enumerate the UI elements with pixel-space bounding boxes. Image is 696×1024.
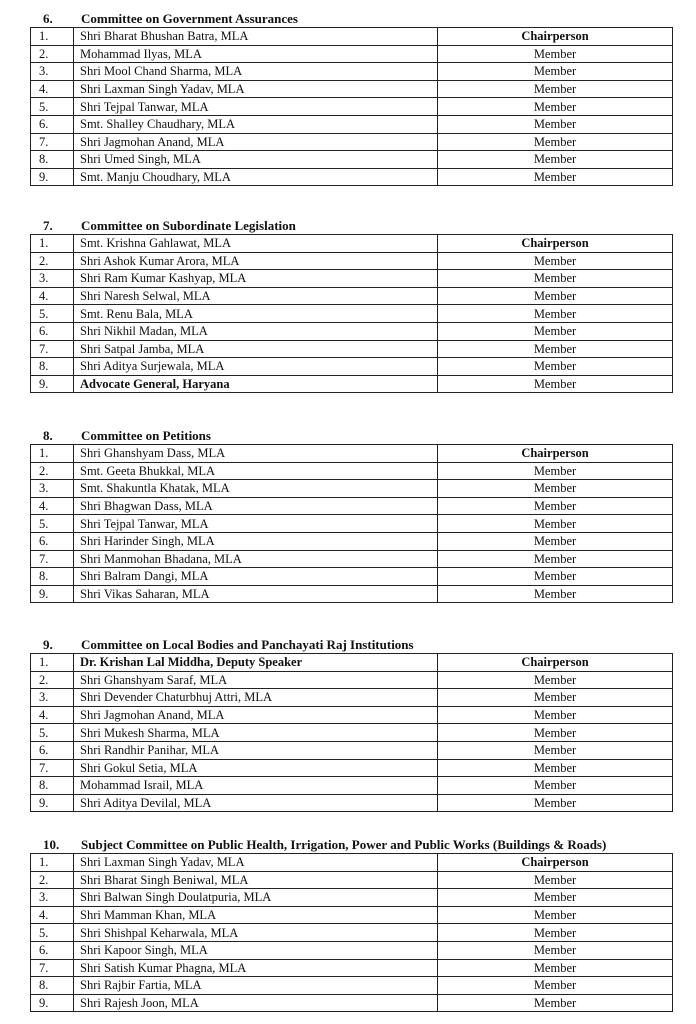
serial-number: 1. [31, 28, 74, 46]
committee-heading [30, 636, 671, 653]
serial-number: 2. [31, 671, 74, 689]
table-row [31, 654, 673, 672]
member-name: Shri Balram Dangi, MLA [74, 568, 438, 586]
member-name: Shri Randhir Panihar, MLA [74, 741, 438, 759]
serial-number: 7. [31, 550, 74, 568]
member-name: Shri Shishpal Keharwala, MLA [74, 924, 438, 942]
member-role: Member [438, 252, 673, 270]
members-table [30, 444, 673, 603]
table-row [31, 585, 673, 603]
member-name: Shri Satish Kumar Phagna, MLA [74, 959, 438, 977]
member-name: Smt. Krishna Gahlawat, MLA [74, 235, 438, 253]
member-role: Member [438, 480, 673, 498]
serial-number: 6. [31, 532, 74, 550]
table-row [31, 854, 673, 872]
table-row [31, 45, 673, 63]
member-role: Member [438, 515, 673, 533]
member-name: Shri Vikas Saharan, MLA [74, 585, 438, 603]
member-role: Member [438, 889, 673, 907]
serial-number: 9. [31, 794, 74, 812]
member-name: Shri Kapoor Singh, MLA [74, 941, 438, 959]
member-role: Member [438, 45, 673, 63]
table-row [31, 168, 673, 186]
table-row [31, 924, 673, 942]
serial-number: 4. [31, 906, 74, 924]
serial-number: 3. [31, 889, 74, 907]
member-role: Member [438, 871, 673, 889]
serial-number: 3. [31, 63, 74, 81]
member-role: Member [438, 305, 673, 323]
serial-number: 4. [31, 287, 74, 305]
members-table [30, 234, 673, 393]
committee-section [30, 10, 671, 186]
table-row [31, 759, 673, 777]
serial-number: 3. [31, 689, 74, 707]
table-row [31, 80, 673, 98]
member-name: Shri Ghanshyam Dass, MLA [74, 445, 438, 463]
table-row [31, 550, 673, 568]
table-row [31, 777, 673, 795]
member-name: Shri Bharat Bhushan Batra, MLA [74, 28, 438, 46]
member-role: Member [438, 671, 673, 689]
table-row [31, 480, 673, 498]
committee-heading [30, 217, 671, 234]
table-row [31, 133, 673, 151]
serial-number: 2. [31, 871, 74, 889]
table-row [31, 741, 673, 759]
table-row [31, 724, 673, 742]
member-name: Shri Mukesh Sharma, MLA [74, 724, 438, 742]
table-row [31, 115, 673, 133]
member-name: Shri Ashok Kumar Arora, MLA [74, 252, 438, 270]
member-name: Shri Jagmohan Anand, MLA [74, 133, 438, 151]
table-row [31, 532, 673, 550]
member-name: Advocate General, Haryana [74, 375, 438, 393]
member-role: Member [438, 941, 673, 959]
serial-number: 8. [31, 151, 74, 169]
member-role: Chairperson [438, 654, 673, 672]
member-role: Chairperson [438, 235, 673, 253]
table-row [31, 462, 673, 480]
member-role: Member [438, 977, 673, 995]
members-table [30, 653, 673, 812]
serial-number: 1. [31, 854, 74, 872]
table-row [31, 375, 673, 393]
member-role: Chairperson [438, 854, 673, 872]
member-role: Member [438, 375, 673, 393]
serial-number: 9. [31, 375, 74, 393]
committee-section [30, 427, 671, 603]
member-name: Smt. Shalley Chaudhary, MLA [74, 115, 438, 133]
serial-number: 2. [31, 462, 74, 480]
member-role: Member [438, 585, 673, 603]
committee-number: 10. [43, 837, 60, 852]
member-role: Chairperson [438, 28, 673, 46]
serial-number: 7. [31, 759, 74, 777]
serial-number: 6. [31, 115, 74, 133]
serial-number: 5. [31, 305, 74, 323]
member-name: Shri Manmohan Bhadana, MLA [74, 550, 438, 568]
committee-number: 6. [43, 11, 53, 26]
member-role: Member [438, 322, 673, 340]
serial-number: 8. [31, 977, 74, 995]
committee-title: Committee on Government Assurances [81, 11, 298, 26]
member-name: Shri Tejpal Tanwar, MLA [74, 515, 438, 533]
member-name: Shri Mamman Khan, MLA [74, 906, 438, 924]
member-name: Shri Aditya Surjewala, MLA [74, 358, 438, 376]
member-name: Shri Bharat Singh Beniwal, MLA [74, 871, 438, 889]
table-row [31, 671, 673, 689]
member-role: Member [438, 270, 673, 288]
member-name: Smt. Shakuntla Khatak, MLA [74, 480, 438, 498]
serial-number: 9. [31, 994, 74, 1012]
committee-section [30, 836, 671, 1012]
table-row [31, 235, 673, 253]
table-row [31, 497, 673, 515]
serial-number: 5. [31, 724, 74, 742]
serial-number: 8. [31, 777, 74, 795]
table-row [31, 871, 673, 889]
member-role: Member [438, 689, 673, 707]
member-role: Member [438, 924, 673, 942]
member-role: Member [438, 959, 673, 977]
table-row [31, 889, 673, 907]
table-row [31, 977, 673, 995]
serial-number: 9. [31, 168, 74, 186]
member-name: Shri Nikhil Madan, MLA [74, 322, 438, 340]
serial-number: 1. [31, 235, 74, 253]
serial-number: 2. [31, 252, 74, 270]
member-name: Shri Satpal Jamba, MLA [74, 340, 438, 358]
serial-number: 5. [31, 515, 74, 533]
member-role: Member [438, 168, 673, 186]
member-name: Dr. Krishan Lal Middha, Deputy Speaker [74, 654, 438, 672]
member-role: Member [438, 287, 673, 305]
committee-number: 9. [43, 637, 53, 652]
serial-number: 6. [31, 322, 74, 340]
member-name: Shri Devender Chaturbhuj Attri, MLA [74, 689, 438, 707]
member-role: Member [438, 706, 673, 724]
member-name: Shri Rajesh Joon, MLA [74, 994, 438, 1012]
serial-number: 7. [31, 133, 74, 151]
member-name: Shri Gokul Setia, MLA [74, 759, 438, 777]
committee-title: Committee on Local Bodies and Panchayati Raj Institutions [81, 637, 414, 652]
serial-number: 5. [31, 98, 74, 116]
member-name: Shri Mool Chand Sharma, MLA [74, 63, 438, 81]
table-row [31, 358, 673, 376]
member-role: Member [438, 497, 673, 515]
members-table [30, 853, 673, 1012]
committee-number: 7. [43, 218, 53, 233]
member-name: Shri Harinder Singh, MLA [74, 532, 438, 550]
serial-number: 8. [31, 568, 74, 586]
member-role: Member [438, 994, 673, 1012]
member-role: Member [438, 794, 673, 812]
committee-section [30, 217, 671, 393]
member-name: Shri Jagmohan Anand, MLA [74, 706, 438, 724]
committee-title: Committee on Petitions [81, 428, 211, 443]
member-role: Member [438, 462, 673, 480]
table-row [31, 994, 673, 1012]
table-row [31, 568, 673, 586]
member-name: Mohammad Israil, MLA [74, 777, 438, 795]
table-row [31, 706, 673, 724]
member-name: Shri Naresh Selwal, MLA [74, 287, 438, 305]
table-row [31, 689, 673, 707]
member-role: Member [438, 568, 673, 586]
member-role: Member [438, 115, 673, 133]
table-row [31, 63, 673, 81]
member-name: Shri Bhagwan Dass, MLA [74, 497, 438, 515]
serial-number: 9. [31, 585, 74, 603]
table-row [31, 287, 673, 305]
member-role: Member [438, 133, 673, 151]
serial-number: 7. [31, 959, 74, 977]
serial-number: 6. [31, 741, 74, 759]
serial-number: 4. [31, 497, 74, 515]
member-name: Smt. Renu Bala, MLA [74, 305, 438, 323]
member-name: Shri Ghanshyam Saraf, MLA [74, 671, 438, 689]
member-role: Member [438, 63, 673, 81]
member-role: Member [438, 741, 673, 759]
member-role: Member [438, 151, 673, 169]
table-row [31, 445, 673, 463]
member-role: Member [438, 80, 673, 98]
member-name: Shri Balwan Singh Doulatpuria, MLA [74, 889, 438, 907]
table-row [31, 305, 673, 323]
member-role: Chairperson [438, 445, 673, 463]
table-row [31, 906, 673, 924]
committee-title: Committee on Subordinate Legislation [81, 218, 296, 233]
committee-section [30, 636, 671, 812]
member-role: Member [438, 906, 673, 924]
serial-number: 1. [31, 445, 74, 463]
serial-number: 3. [31, 480, 74, 498]
committee-heading [30, 10, 671, 27]
member-name: Shri Laxman Singh Yadav, MLA [74, 854, 438, 872]
member-name: Shri Laxman Singh Yadav, MLA [74, 80, 438, 98]
member-name: Shri Ram Kumar Kashyap, MLA [74, 270, 438, 288]
member-role: Member [438, 532, 673, 550]
committee-heading [30, 836, 671, 853]
table-row [31, 270, 673, 288]
table-row [31, 794, 673, 812]
committee-heading [30, 427, 671, 444]
serial-number: 3. [31, 270, 74, 288]
member-role: Member [438, 777, 673, 795]
member-role: Member [438, 759, 673, 777]
serial-number: 2. [31, 45, 74, 63]
serial-number: 4. [31, 80, 74, 98]
members-table [30, 27, 673, 186]
serial-number: 8. [31, 358, 74, 376]
table-row [31, 151, 673, 169]
table-row [31, 322, 673, 340]
table-row [31, 515, 673, 533]
table-row [31, 340, 673, 358]
member-name: Shri Umed Singh, MLA [74, 151, 438, 169]
member-role: Member [438, 98, 673, 116]
member-role: Member [438, 724, 673, 742]
serial-number: 4. [31, 706, 74, 724]
member-name: Smt. Geeta Bhukkal, MLA [74, 462, 438, 480]
member-role: Member [438, 550, 673, 568]
table-row [31, 941, 673, 959]
member-name: Shri Rajbir Fartia, MLA [74, 977, 438, 995]
committee-title: Subject Committee on Public Health, Irrigation, Power and Public Works (Buildings & Roads) [81, 837, 607, 852]
table-row [31, 252, 673, 270]
member-name: Mohammad Ilyas, MLA [74, 45, 438, 63]
member-role: Member [438, 340, 673, 358]
serial-number: 5. [31, 924, 74, 942]
committee-number: 8. [43, 428, 53, 443]
table-row [31, 959, 673, 977]
serial-number: 1. [31, 654, 74, 672]
member-name: Shri Aditya Devilal, MLA [74, 794, 438, 812]
table-row [31, 28, 673, 46]
serial-number: 7. [31, 340, 74, 358]
member-name: Shri Tejpal Tanwar, MLA [74, 98, 438, 116]
member-role: Member [438, 358, 673, 376]
table-row [31, 98, 673, 116]
member-name: Smt. Manju Choudhary, MLA [74, 168, 438, 186]
serial-number: 6. [31, 941, 74, 959]
